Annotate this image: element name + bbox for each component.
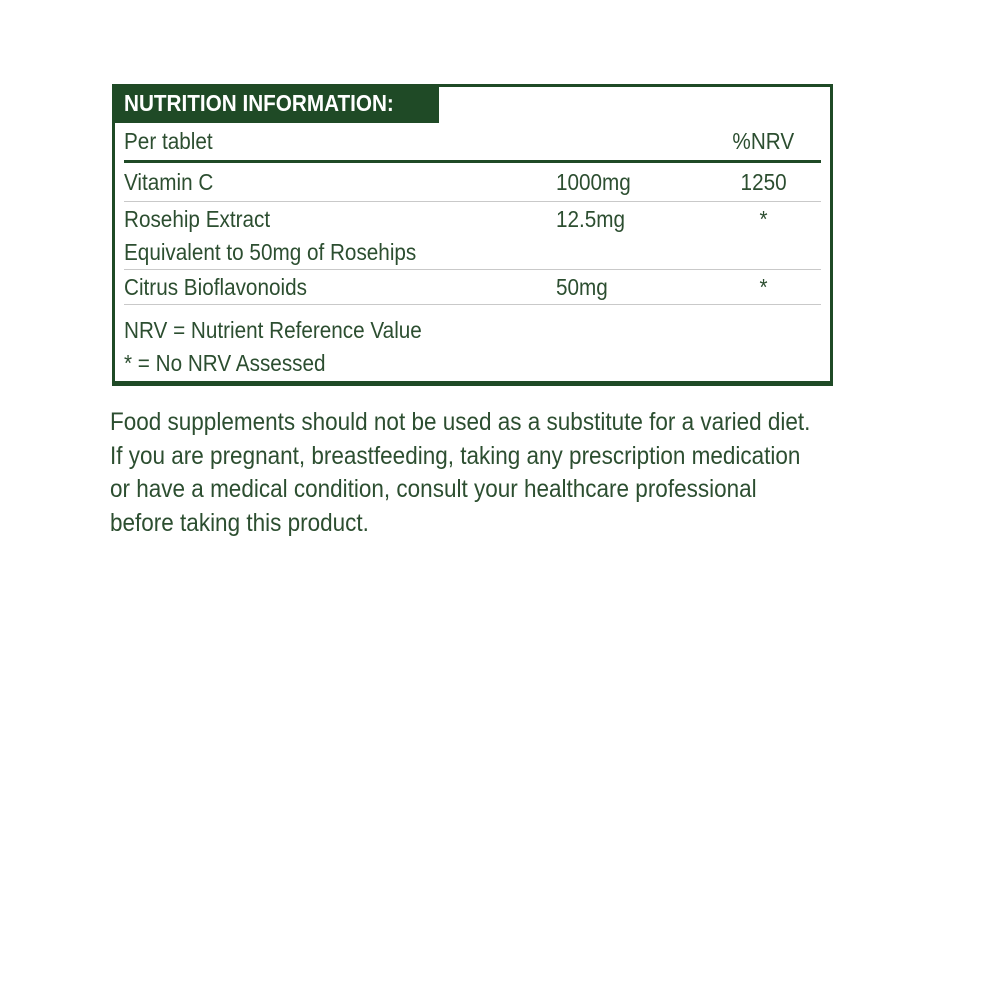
nutrient-name: Rosehip Extract	[124, 205, 271, 232]
nutrient-name: Vitamin C	[124, 168, 214, 195]
column-header-nrv: %NRV	[732, 128, 795, 154]
nutrition-panel-title: NUTRITION INFORMATION:	[124, 90, 394, 116]
nutrient-amount: 12.5mg	[556, 205, 626, 232]
disclaimer-line: or have a medical condition, consult your healthcare professional	[110, 475, 757, 503]
nutrient-amount: 1000mg	[556, 168, 631, 195]
nutrient-note: Equivalent to 50mg of Rosehips	[124, 239, 417, 265]
footnote-nrv-definition: NRV = Nutrient Reference Value	[124, 317, 422, 343]
nutrition-table	[124, 123, 821, 380]
nutrient-amount: 50mg	[556, 273, 608, 300]
disclaimer-line: before taking this product.	[110, 508, 369, 537]
nutrient-nrv: 1250	[740, 168, 787, 195]
disclaimer-line: If you are pregnant, breastfeeding, taking any prescription medication	[110, 441, 801, 470]
table-row	[124, 270, 821, 304]
nutrient-nrv: *	[759, 273, 768, 300]
disclaimer-line: Food supplements should not be used as a substitute for a varied diet.	[110, 408, 811, 436]
nutrient-nrv: *	[759, 205, 768, 232]
nutrition-panel	[112, 84, 833, 386]
table-header-row	[124, 123, 821, 160]
footnote-asterisk-definition: * = No NRV Assessed	[124, 350, 326, 376]
column-header-per-tablet: Per tablet	[124, 128, 213, 154]
disclaimer-text	[110, 406, 888, 540]
table-row	[124, 163, 821, 201]
footnotes	[124, 305, 821, 380]
nutrition-panel-banner	[112, 84, 439, 123]
nutrient-name: Citrus Bioflavonoids	[124, 273, 307, 300]
table-row	[124, 202, 821, 236]
